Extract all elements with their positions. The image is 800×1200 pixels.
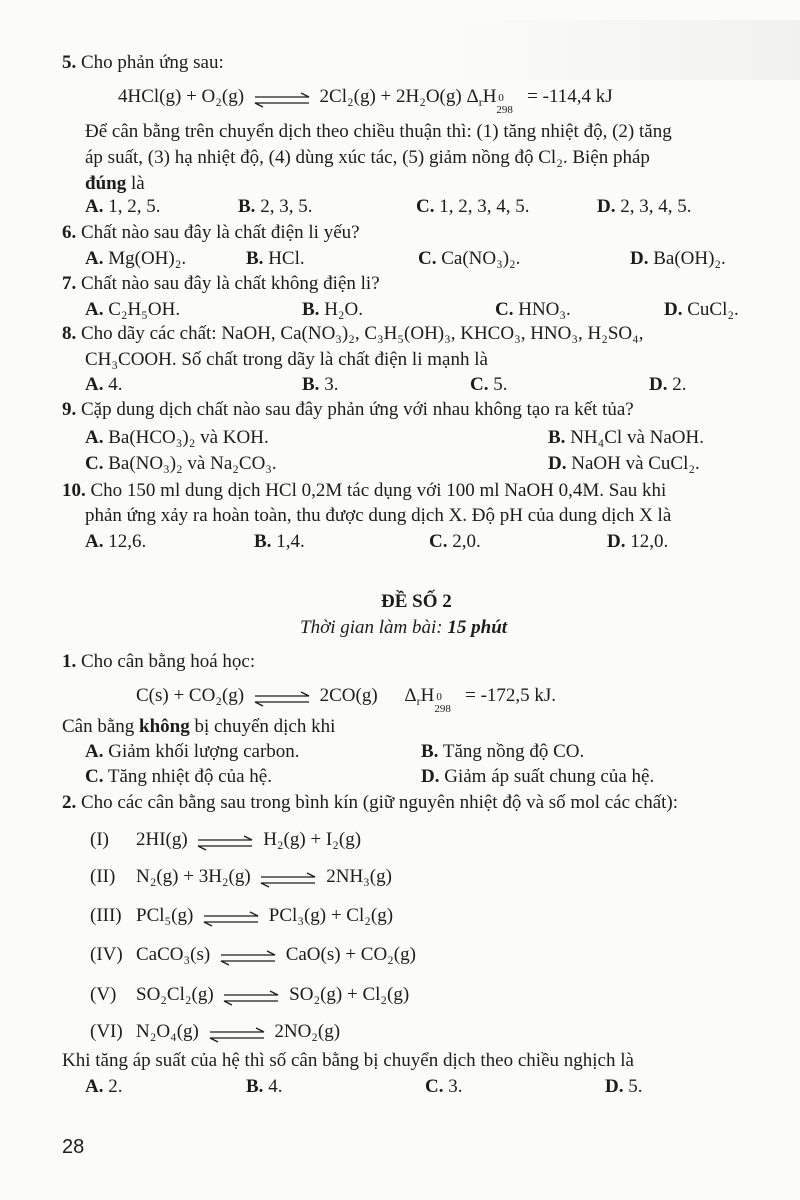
equilibrium-row: (II) N₂(g) + 3H₂(g) 2NH₃(g) — [90, 866, 392, 887]
q10-option-a: A. 12,6. — [85, 531, 147, 552]
equilibrium-arrow-icon — [253, 690, 311, 704]
q5-line3: đúng là — [85, 173, 145, 194]
s2q2-question: Khi tăng áp suất của hệ thì số cân bằng bị chuyển dịch theo chiều nghịch là — [62, 1050, 634, 1071]
s2q2-option-d: D. 5. — [605, 1076, 643, 1097]
s2q2-option-a: A. 2. — [85, 1076, 123, 1097]
s2q1-condition: Cân bằng không bị chuyển dịch khi — [62, 716, 336, 737]
equilibrium-row: (VI) N₂O₄(g) 2NO₂(g) — [90, 1021, 341, 1042]
q5-option-c: C. 1, 2, 3, 4, 5. — [416, 196, 530, 217]
q7-option-a: A. C₂H₅OH. — [85, 299, 181, 320]
q10-line1: 10. Cho 150 ml dung dịch HCl 0,2M tác dụng với 100 ml NaOH 0,4M. Sau khi — [62, 480, 667, 501]
q9-stem: 9. Cặp dung dịch chất nào sau đây phản ứng với nhau không tạo ra kết tủa? — [62, 399, 634, 420]
q5-stem: 5. Cho phản ứng sau: — [62, 52, 224, 73]
q7-option-c: C. HNO₃. — [495, 299, 571, 320]
q9-option-d: D. NaOH và CuCl₂. — [548, 453, 700, 474]
q6-option-c: C. Ca(NO₃)₂. — [418, 248, 521, 269]
equilibrium-row: (IV) CaCO₃(s) CaO(s) + CO₂(g) — [90, 944, 416, 965]
equilibrium-row: (V) SO₂Cl₂(g) SO₂(g) + Cl₂(g) — [90, 984, 410, 1005]
q8-option-a: A. 4. — [85, 374, 123, 395]
q6-option-d: D. Ba(OH)₂. — [630, 248, 726, 269]
s2q1-equation: C(s) + CO₂(g) 2CO(g) $\Delta_rH$ 0 298 = -172,5 kJ. — [136, 685, 557, 715]
q6-option-a: A. Mg(OH)₂. — [85, 248, 187, 269]
q9-option-a: A. Ba(HCO₃)₂ và KOH. — [85, 427, 269, 448]
s2q2-option-c: C. 3. — [425, 1076, 463, 1097]
q10-option-c: C. 2,0. — [429, 531, 481, 552]
page-number: 28 — [62, 1136, 85, 1158]
s2q1-stem: 1. Cho cân bằng hoá học: — [62, 651, 256, 672]
equilibrium-row: (I) 2HI(g) H₂(g) + I₂(g) — [90, 829, 362, 850]
s2q2-stem: 2. Cho các cân bằng sau trong bình kín (giữ nguyên nhiệt độ và số mol các chất): — [62, 792, 679, 813]
section-title: ĐỀ SỐ 2 — [381, 591, 452, 612]
equilibrium-arrow-icon — [196, 834, 254, 848]
q8-line2: CH₃COOH. Số chất trong dãy là chất điện li mạnh là — [85, 349, 488, 370]
q9-option-c: C. Ba(NO₃)₂ và Na₂CO₃. — [85, 453, 277, 474]
q10-line2: phản ứng xảy ra hoàn toàn, thu được dung dịch X. Độ pH của dung dịch X là — [85, 505, 672, 526]
s2q2-option-b: B. 4. — [246, 1076, 283, 1097]
q5-line2: áp suất, (3) hạ nhiệt độ, (4) dùng xúc tác, (5) giảm nồng độ Cl₂. Biện pháp — [85, 147, 650, 168]
q5-option-d: D. 2, 3, 4, 5. — [597, 196, 692, 217]
equilibrium-arrow-icon — [208, 1026, 266, 1040]
equilibrium-arrow-icon — [259, 871, 317, 885]
equilibrium-arrow-icon — [253, 91, 311, 105]
equilibrium-row: (III) PCl₅(g) PCl₃(g) + Cl₂(g) — [90, 905, 394, 926]
s2q1-option-d: D. Giảm áp suất chung của hệ. — [421, 766, 655, 787]
q10-option-d: D. 12,0. — [607, 531, 669, 552]
q7-option-b: B. H₂O. — [302, 299, 364, 320]
q6-option-b: B. HCl. — [246, 248, 305, 269]
q7-option-d: D. CuCl₂. — [664, 299, 739, 320]
q5-option-a: A. 1, 2, 5. — [85, 196, 161, 217]
q8-option-b: B. 3. — [302, 374, 339, 395]
section-time: Thời gian làm bài: 15 phút — [300, 617, 508, 638]
q5-equation: 4HCl(g) + O₂(g) 2Cl₂(g) + 2H₂O(g) $\Delta_rH$ 0 298 = -114,4 kJ — [118, 86, 613, 116]
q10-option-b: B. 1,4. — [254, 531, 305, 552]
q9-option-b: B. NH₄Cl và NaOH. — [548, 427, 704, 448]
q8-option-d: D. 2. — [649, 374, 687, 395]
s2q1-option-a: A. Giảm khối lượng carbon. — [85, 741, 300, 762]
q6-stem: 6. Chất nào sau đây là chất điện li yếu? — [62, 222, 360, 243]
equilibrium-arrow-icon — [219, 949, 277, 963]
q7-stem: 7. Chất nào sau đây là chất không điện li? — [62, 273, 380, 294]
q8-line1: 8. Cho dãy các chất: NaOH, Ca(NO₃)₂, C₃H₅(OH)₃, KHCO₃, HNO₃, H₂SO₄, — [62, 323, 644, 344]
equilibrium-arrow-icon — [202, 910, 260, 924]
q5-option-b: B. 2, 3, 5. — [238, 196, 313, 217]
s2q1-option-b: B. Tăng nồng độ CO. — [421, 741, 585, 762]
q5-line1: Để cân bằng trên chuyển dịch theo chiều thuận thì: (1) tăng nhiệt độ, (2) tăng — [85, 121, 672, 142]
page-shadow — [440, 20, 800, 80]
q8-option-c: C. 5. — [470, 374, 508, 395]
equilibrium-arrow-icon — [222, 989, 280, 1003]
s2q1-option-c: C. Tăng nhiệt độ của hệ. — [85, 766, 272, 787]
